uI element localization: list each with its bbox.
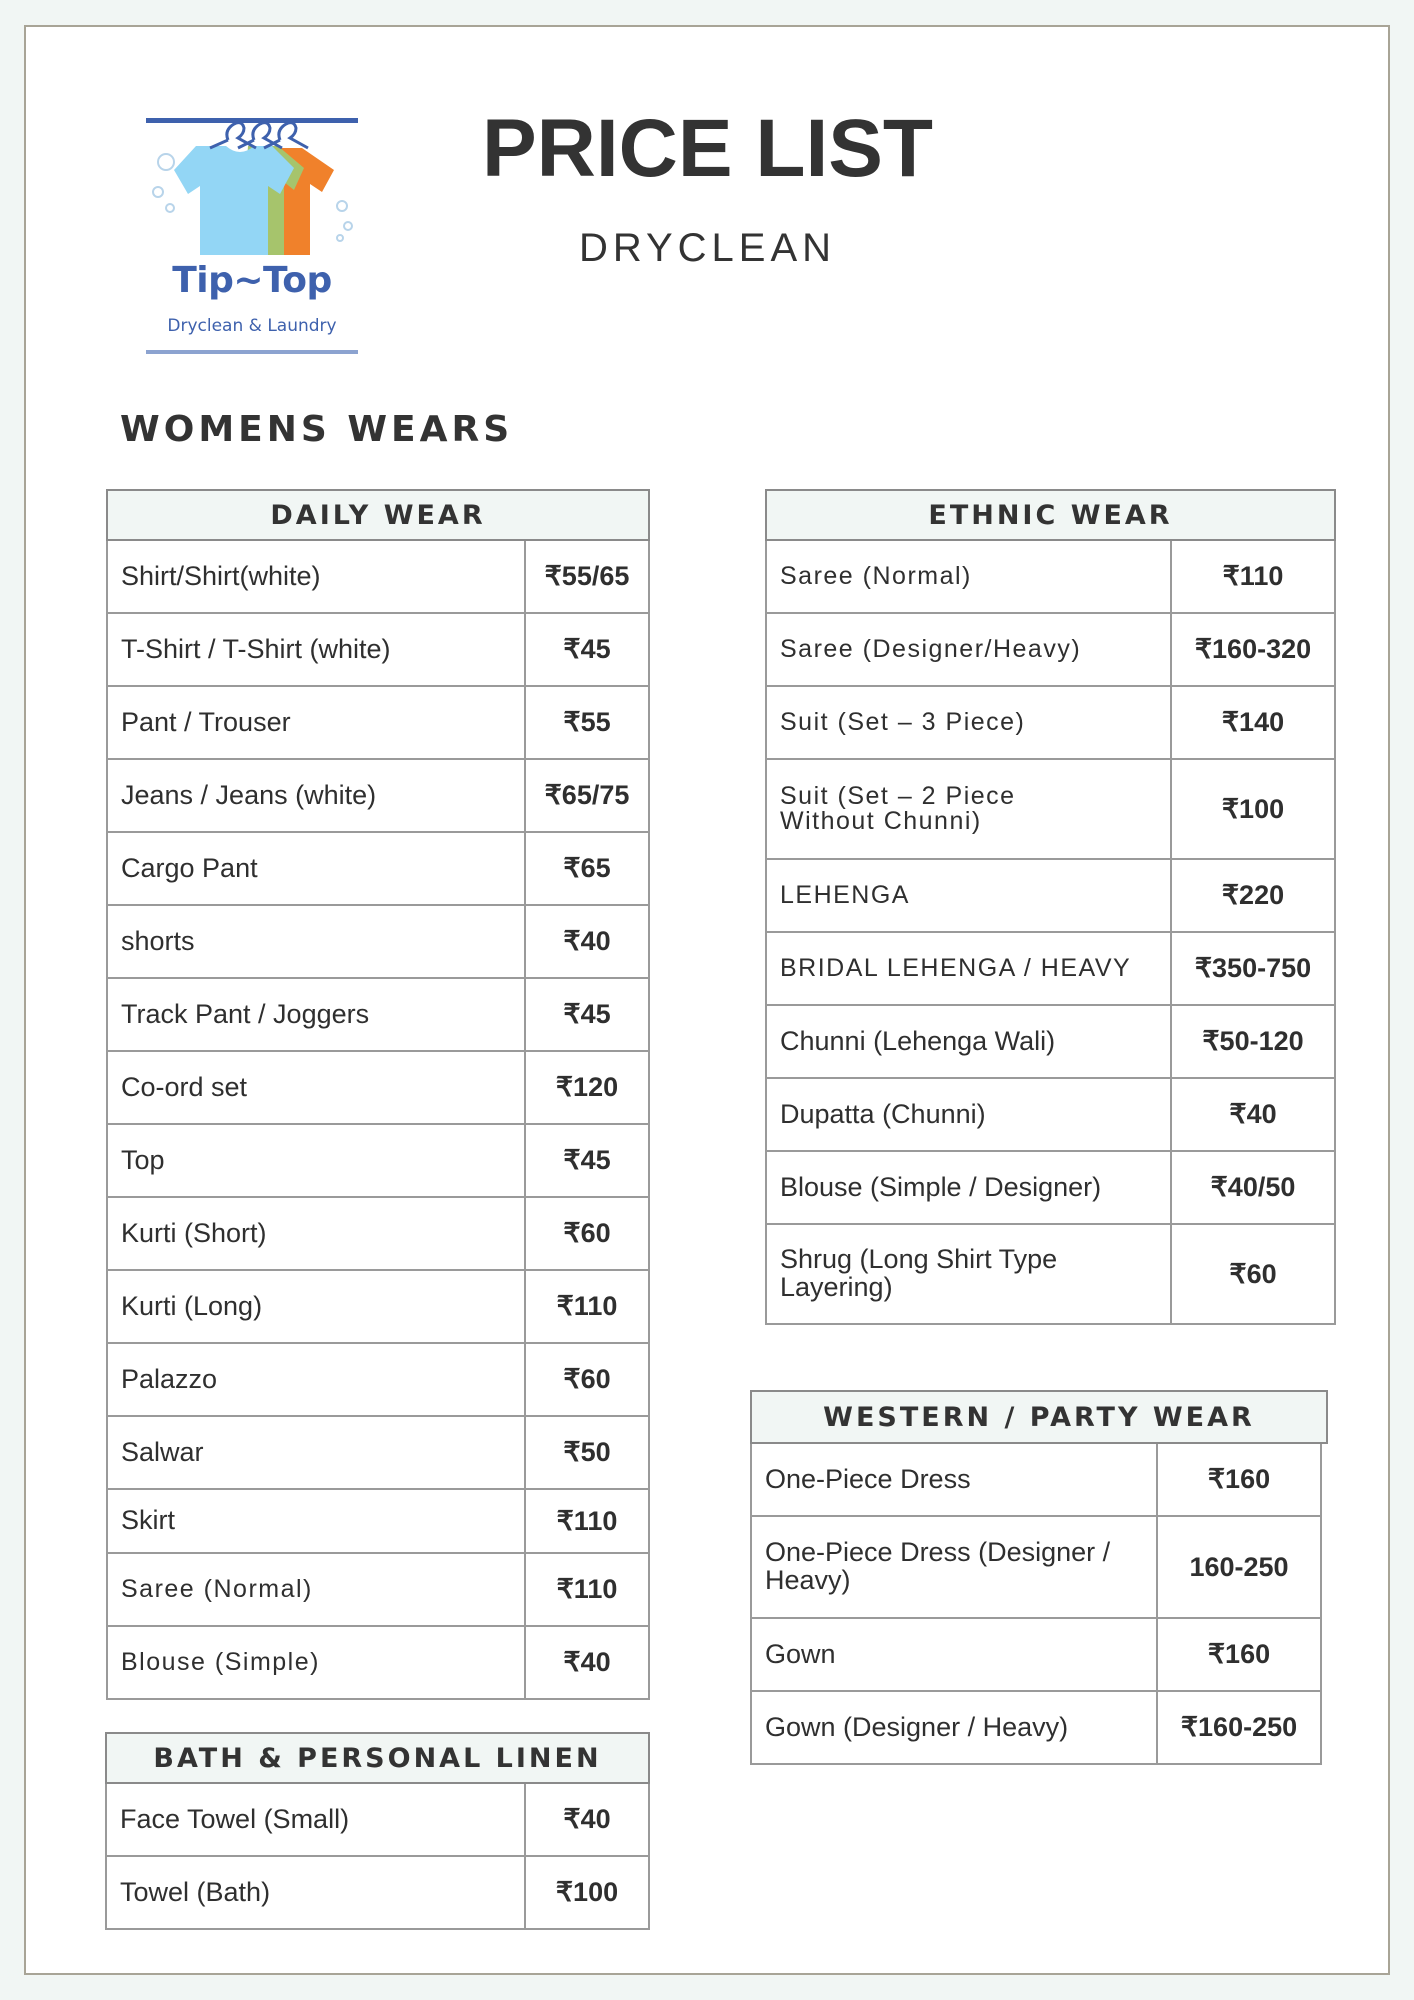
brand-logo [144,110,360,355]
item-name: Suit (Set – 2 Piece Without Chunni) [767,760,1172,858]
item-name: Pant / Trouser [108,687,526,758]
item-name: Palazzo [108,1344,526,1415]
item-price: 160-250 [1189,1551,1289,1582]
table-row [750,1692,1322,1765]
item-price: ₹50 [563,1437,611,1467]
table-row [106,979,650,1052]
item-name: BRIDAL LEHENGA / HEAVY [767,933,1172,1004]
item-name: One-Piece Dress (Designer / Heavy) [752,1517,1158,1617]
page-title: PRICE LIST [481,103,934,194]
item-price: ₹40 [563,926,611,956]
table-row [106,1271,650,1344]
item-price: ₹40 [1229,1099,1277,1129]
table-header: BATH & PERSONAL LINEN [105,1732,650,1784]
item-name: Saree (Designer/Heavy) [767,614,1172,685]
item-name: Suit (Set – 3 Piece) [767,687,1172,758]
item-name: Salwar [108,1417,526,1488]
item-price: ₹40 [563,1804,611,1834]
item-price: ₹160 [1207,1464,1271,1494]
table-row [106,1627,650,1700]
table-row [105,1784,650,1857]
table-row [765,1225,1336,1325]
section-title: WOMENS WEARS [120,409,514,450]
table-row [106,833,650,906]
table-row [106,541,650,614]
table-header: ETHNIC WEAR [765,489,1336,541]
table-row [750,1444,1322,1517]
item-name: Skirt [108,1490,526,1552]
table-row [106,1490,650,1554]
item-price: ₹350-750 [1194,953,1312,983]
table-row [106,1125,650,1198]
item-name: Chunni (Lehenga Wali) [767,1006,1172,1077]
item-name: One-Piece Dress [752,1444,1158,1515]
item-name: Jeans / Jeans (white) [108,760,526,831]
table-header: DAILY WEAR [106,489,650,541]
item-name: Cargo Pant [108,833,526,904]
logo-underline [146,350,358,354]
item-name: Shrug (Long Shirt Type Layering) [767,1225,1172,1323]
item-name: Gown [752,1619,1158,1690]
table-row [105,1857,650,1930]
item-name: Kurti (Short) [108,1198,526,1269]
item-name: Saree (Normal) [108,1554,526,1625]
table-row [765,1152,1336,1225]
item-name: Face Towel (Small) [107,1784,526,1855]
item-name: Track Pant / Joggers [108,979,526,1050]
item-price: ₹65/75 [544,780,630,810]
item-price: ₹40/50 [1210,1172,1296,1202]
item-price: ₹160-320 [1194,634,1312,664]
item-price: ₹65 [563,853,611,883]
item-price: ₹60 [563,1218,611,1248]
ethnic-wear-table [765,489,1336,1325]
item-name: Gown (Designer / Heavy) [752,1692,1158,1763]
item-name: Dupatta (Chunni) [767,1079,1172,1150]
table-row [106,1344,650,1417]
hanging-tshirts-icon [144,110,360,260]
item-price: ₹45 [563,999,611,1029]
table-row [765,541,1336,614]
table-row [106,687,650,760]
item-name: Co-ord set [108,1052,526,1123]
item-price: ₹140 [1221,707,1285,737]
table-row [765,860,1336,933]
table-row [750,1517,1322,1619]
table-row [106,1554,650,1627]
item-price: ₹60 [1229,1258,1277,1289]
item-price: ₹110 [556,1505,618,1536]
table-row [765,1079,1336,1152]
table-row [750,1619,1322,1692]
item-price: ₹220 [1221,880,1285,910]
table-row [765,1006,1336,1079]
table-row [106,760,650,833]
table-row [106,1198,650,1271]
item-name: Kurti (Long) [108,1271,526,1342]
item-name: Shirt/Shirt(white) [108,541,526,612]
page-subtitle: DRYCLEAN [578,226,837,270]
table-row [106,1417,650,1490]
item-name: Top [108,1125,526,1196]
item-name: Towel (Bath) [107,1857,526,1928]
item-price: ₹50-120 [1202,1026,1304,1056]
daily-wear-table [106,489,650,1700]
item-name: shorts [108,906,526,977]
item-price: ₹55 [563,707,611,737]
item-price: ₹55/65 [544,561,630,591]
item-price: ₹120 [555,1072,619,1102]
item-price: ₹40 [563,1647,611,1677]
item-price: ₹100 [555,1877,619,1907]
table-header: WESTERN / PARTY WEAR [750,1390,1328,1444]
item-price: ₹160-250 [1180,1712,1298,1742]
table-row [106,1052,650,1125]
table-row [765,933,1336,1006]
table-row [765,687,1336,760]
brand-name: Tip~Top [172,260,332,301]
item-name: Blouse (Simple / Designer) [767,1152,1172,1223]
item-price: ₹160 [1207,1639,1271,1669]
item-price: ₹110 [1222,561,1284,591]
item-name: LEHENGA [767,860,1172,931]
item-price: ₹110 [556,1574,618,1604]
item-price: ₹110 [556,1291,618,1321]
table-row [765,760,1336,860]
table-row [106,906,650,979]
item-price: ₹45 [563,1145,611,1175]
table-row [765,614,1336,687]
bath-linen-table [105,1732,650,1930]
brand-tagline: Dryclean & Laundry [167,316,337,336]
item-name: Saree (Normal) [767,541,1172,612]
item-name: T-Shirt / T-Shirt (white) [108,614,526,685]
western-party-wear-table [750,1390,1328,1765]
item-price: ₹100 [1221,793,1285,824]
item-price: ₹60 [563,1364,611,1394]
item-price: ₹45 [563,634,611,664]
item-name: Blouse (Simple) [108,1627,526,1698]
table-row [106,614,650,687]
